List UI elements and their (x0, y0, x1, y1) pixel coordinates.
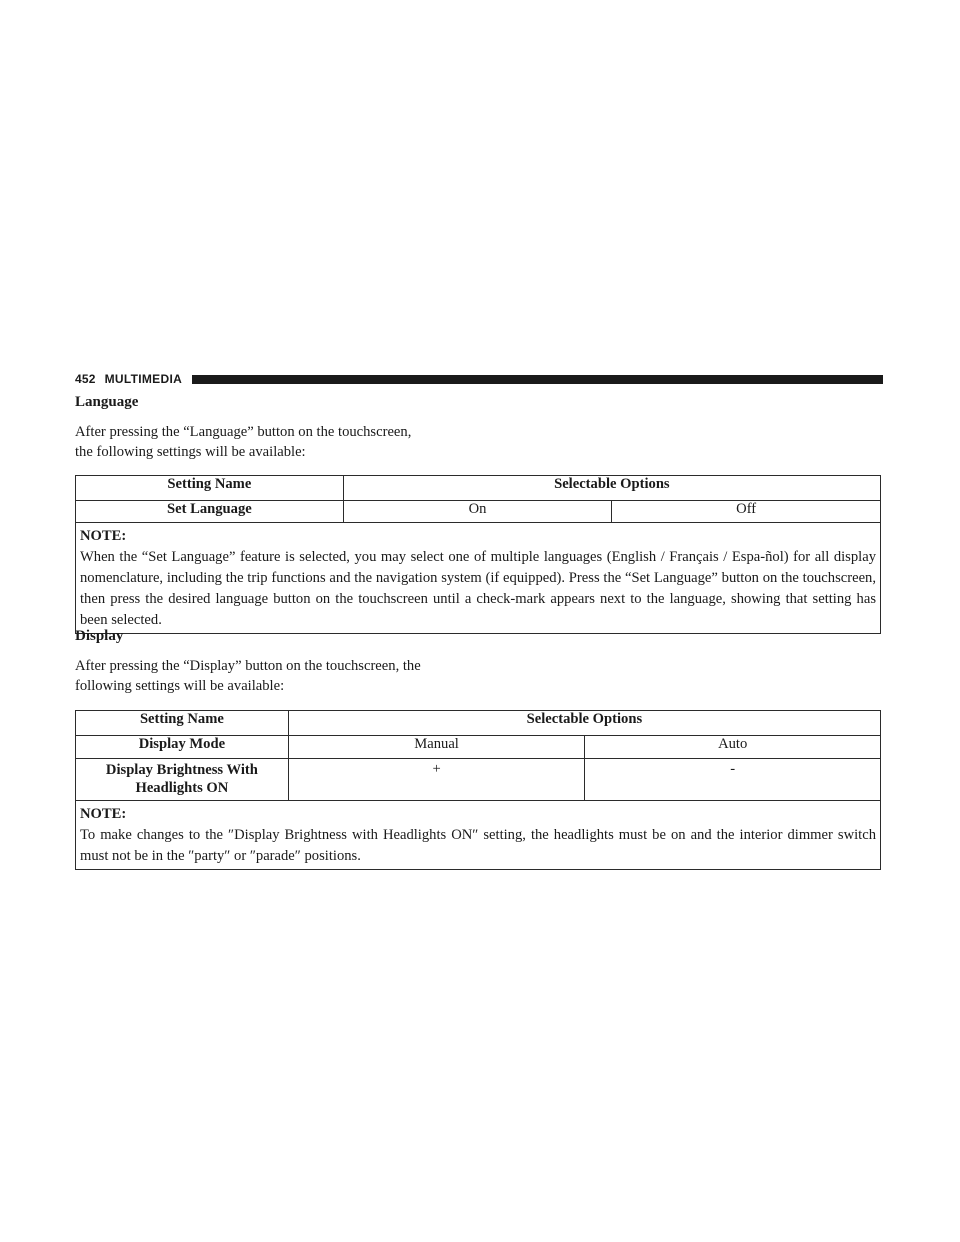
display-settings-table (75, 710, 881, 870)
display-brightness-option-plus: + (288, 759, 585, 801)
language-note-label: NOTE: (80, 528, 127, 544)
language-settings-table (75, 475, 881, 634)
display-brightness-name-line-1: Display Brightness With (105, 762, 258, 778)
display-note-text: To make changes to the ″Display Brightness with Headlights ON″ setting, the headlights must be on and the interior dimmer switch must not be in the ″party″ or ″parade″ positions. (80, 827, 876, 864)
section-title: MULTIMEDIA (104, 372, 183, 386)
display-brightness-name-line-2: Headlights ON (135, 780, 229, 796)
display-brightness-name (76, 759, 289, 801)
display-intro-line-1: After pressing the “Display” button on the touchscreen, the (75, 658, 421, 674)
display-col-setting-name: Setting Name (76, 711, 289, 736)
display-note-label: NOTE: (80, 806, 127, 822)
language-note-text: When the “Set Language” feature is selected, you may select one of multiple languages (English / Français / Espa-ñol) for all display nomenclature, including the trip functions and the navigation system (if equipped). Press the “Set Language” button on the touchscreen, then press the desired language button on the touchscreen until a check-mark appears next to the language, showing that setting has been selected. (80, 549, 876, 628)
display-col-selectable-options: Selectable Options (288, 711, 880, 736)
language-intro (75, 422, 411, 462)
display-mode-option-auto: Auto (585, 736, 881, 759)
display-mode-name: Display Mode (76, 736, 289, 759)
display-intro (75, 656, 421, 696)
display-mode-option-manual: Manual (288, 736, 585, 759)
language-note (76, 523, 881, 634)
header-rule (192, 375, 883, 384)
set-language-option-off: Off (612, 501, 881, 523)
language-col-setting-name: Setting Name (76, 476, 344, 501)
set-language-option-on: On (343, 501, 612, 523)
display-brightness-option-minus: - (585, 759, 881, 801)
display-note (76, 801, 881, 870)
language-intro-line-2: the following settings will be available: (75, 444, 306, 460)
page-header (75, 371, 883, 387)
set-language-name: Set Language (76, 501, 344, 523)
language-heading: Language (75, 394, 139, 410)
display-intro-line-2: following settings will be available: (75, 678, 285, 694)
language-col-selectable-options: Selectable Options (343, 476, 880, 501)
page-number: 452 (75, 372, 96, 386)
language-intro-line-1: After pressing the “Language” button on the touchscreen, (75, 424, 412, 440)
display-heading: Display (75, 628, 124, 644)
